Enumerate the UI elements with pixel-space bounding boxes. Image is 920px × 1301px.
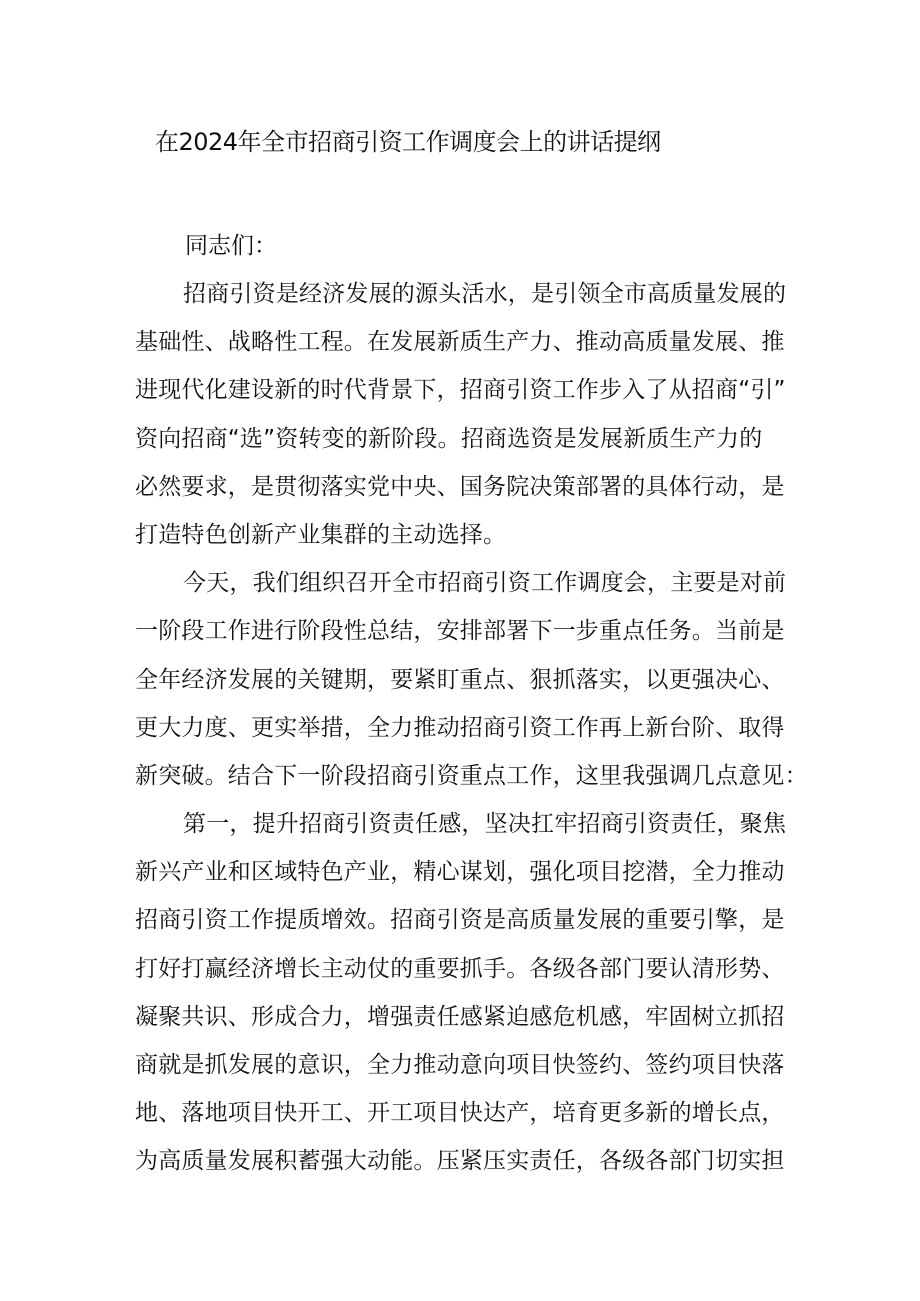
text-line: 招商引资是经济发展的源头活水，是引领全市高质量发展的 [183,281,787,307]
text-line: 资向招商“选”资转变的新阶段。招商选资是发展新质生产力的 [135,425,763,452]
text-line: 商就是抓发展的意识，全力推动意向项目快签约、签约项目快落 [135,1052,785,1078]
paragraph-2 [135,559,808,800]
text-line: 打造特色创新产业集群的主动选择。 [135,521,507,548]
text-line: 全年经济发展的关键期，要紧盯重点、狠抓落实，以更强决心、 [135,666,785,693]
text-line: 必然要求，是贯彻落实党中央、国务院决策部署的具体行动，是 [135,473,785,500]
text-line: 一阶段工作进行阶段性总结，安排部署下一步重点任务。当前是 [135,618,785,645]
document-title: 在2024年全市招商引资工作调度会上的讲话提纲 [155,128,661,156]
text-line: 凝聚共识、形成合力，增强责任感紧迫感危机感，牢固树立抓招 [135,1003,785,1030]
text-line: 为高质量发展积蓄强大动能。压紧压实责任，各级各部门切实担 [135,1148,785,1175]
text-line: 打好打赢经济增长主动仗的重要抓手。各级各部门要认清形势、 [135,955,785,982]
salutation: 同志们： [185,233,277,259]
text-line: 进现代化建设新的时代背景下，招商引资工作步入了从招商“引” [135,377,786,404]
paragraph-3 [135,800,795,1186]
text-line: 新兴产业和区域特色产业，精心谋划，强化项目挖潜，全力推动 [135,859,785,886]
text-line: 新突破。结合下一阶段招商引资重点工作，这里我强调几点意见： [135,762,808,789]
document-body [135,222,808,1186]
text-line: 更大力度、更实举措，全力推动招商引资工作再上新台阶、取得 [135,714,785,741]
text-line: 第一，提升招商引资责任感，坚决扛牢招商引资责任，聚焦 [183,811,787,838]
text-line: 基础性、战略性工程。在发展新质生产力、推动高质量发展、推 [135,329,785,356]
text-line: 地、落地项目快开工、开工项目快达产，培育更多新的增长点， [135,1100,785,1127]
text-line: 招商引资工作提质增效。招商引资是高质量发展的重要引擎，是 [135,907,785,934]
text-line: 今天，我们组织召开全市招商引资工作调度会，主要是对前 [183,570,787,597]
paragraph-1 [135,270,795,559]
